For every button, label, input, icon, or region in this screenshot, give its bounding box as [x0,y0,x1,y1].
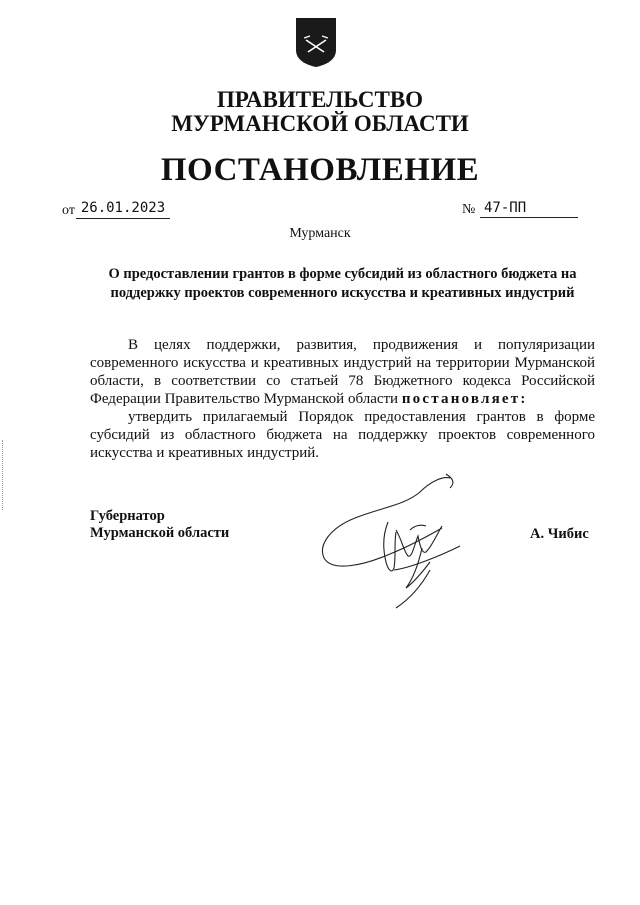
org-name-line2: МУРМАНСКОЙ ОБЛАСТИ [171,111,469,136]
org-name-line1: ПРАВИТЕЛЬСТВО [216,87,424,112]
document-body [90,336,595,462]
body-paragraph-1 [90,336,595,408]
handwritten-signature [310,470,480,615]
signer-title [90,508,229,542]
body-paragraph-1-text: В целях поддержки, развития, продвижения и популяризации современного искусства и креативных индустрий на территории Мурманской области, в соответствии со статьей 78 Бюджетного кодекса Российской Федерации Правительство Мурманской области [90,337,595,407]
body-paragraph-2: утвердить прилагаемый Порядок предоставления грантов в форме субсидий из областного бюджета на поддержку проектов современного искусства и креативных индустрий. [90,409,595,461]
date-value: 26.01.2023 [76,200,170,219]
subject-line-1: О предоставлении грантов в форме субсидий из областного бюджета на [108,266,577,282]
coat-of-arms-icon [292,16,340,68]
document-subject [90,265,595,303]
margin-mark [2,440,5,510]
signer-name: А. Чибис [530,526,589,542]
signer-title-line-2: Мурманской области [90,525,230,541]
date-label: от [62,203,75,218]
signer-title-line-1: Губернатор [90,508,165,524]
number-label: № [462,202,476,217]
city-name: Мурманск [289,226,351,241]
document-number: 47-ПП [480,200,578,218]
document-type-title: ПОСТАНОВЛЕНИЕ [160,152,480,188]
subject-line-2: поддержку проектов современного искусства и креативных индустрий [110,285,575,301]
resolution-keyword: постановляет: [401,391,528,407]
